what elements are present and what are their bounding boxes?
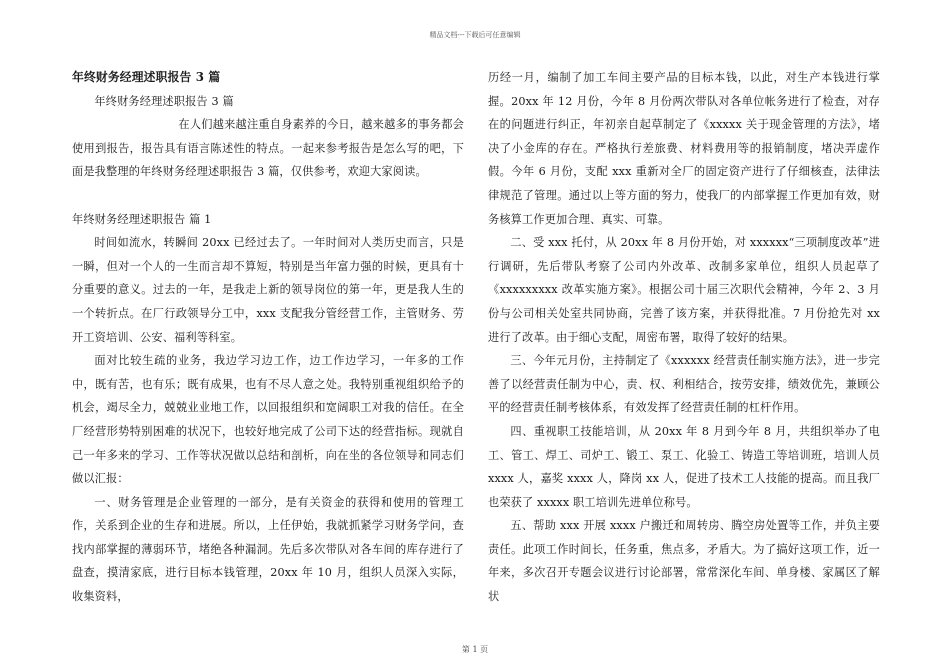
paragraph-5: 三、今年元月份，主持制定了《xxxxxx 经营责任制实施方法》，进一步完善了以经营责任制为中心，责、权、利相结合，按劳安排，绩效优先，兼顾公平的经营责任制考核体系，有效发挥了经营责任制的杠杆作用。 (488, 354, 880, 415)
paragraph-1: 时间如流水，转瞬间 20xx 已经过去了。一年时间对人类历史而言，只是一瞬，但对一个人的一生而言却不算短，特别是当年富力强的时候，更具有十分重要的意义。过去的一年，是我走上新的领导岗位的第一年，更是我人生的一个转折点。在厂行政领导分工中，xxx 支配我分管经营工作，主管财务、劳开工资培训、公安、福利等科室。 (72, 236, 464, 344)
paragraph-4: 二、受 xxx 托付，从 20xx 年 8 月份开始，对 xxxxxx“三项制度改革”进行调研，先后带队考察了公司内外改革、改制多家单位，组织人员起草了《xxxxxxxxx 改革实施方案》。根据公司十届三次职代会精神，今年 2、3 月份与公司相关处室共同协商，完善了该方案，并获得批准。7 月份抢先对 xx 进行了改革。由于细心支配，周密布署，取得了较好的结果。 (488, 236, 880, 344)
right-column (488, 66, 880, 609)
paragraph-6: 四、重视职工技能培训，从 20xx 年 8 月到今年 8 月，共组织举办了电工、管工、焊工、司炉工、锻工、泵工、化验工、铸造工等培训班，培训人员 xxxx 人，嘉奖 xxxx 人，降岗 xx 人，促进了技术工人技能的提高。而且我厂也荣获了 xxxxx 职工培训先进单位称号。 (488, 424, 880, 509)
paragraph-2: 面对比较生疏的业务，我边学习边工作，边工作边学习，一年多的工作中，既有苦，也有乐；既有成果，也有不尽人意之处。我特别重视组织给予的机会，竭尽全力，兢兢业业地工作，以回报组织和宽阔职工对我的信任。在全厂经营形势特别困难的状况下，也较好地完成了公司下达的经营指标。现就自己一年多来的学习、工作等状况做以总结和剖析，向在坐的各位领导和同志们做以汇报： (72, 354, 464, 486)
left-column (72, 66, 464, 609)
intro-paragraph: 在人们越来越注重自身素养的今日，越来越多的事务都会使用到报告，报告具有语言陈述性的特点。一起来参考报告是怎么写的吧，下面是我整理的年终财务经理述职报告 3 篇，仅供参考，欢迎大家阅读。 (72, 118, 464, 179)
document-subtitle: 年终财务经理述职报告 3 篇 (94, 94, 234, 108)
blank-line (72, 184, 464, 208)
page-number: 第 1 页 (461, 645, 489, 654)
document-header-note: 精品文档---下载后可任意编辑 (429, 31, 521, 39)
document-title: 年终财务经理述职报告 3 篇 (72, 70, 221, 84)
paragraph-7: 五、帮助 xxx 开展 xxxx 户搬迁和周转房、腾空房处置等工作，并负主要责任。此项工作时间长，任务重，焦点多，矛盾大。为了搞好这项工作，近一年来，多次召开专题会议进行讨论部署，常常深化车间、单身楼、家属区了解状 (488, 519, 880, 604)
section-heading: 年终财务经理述职报告 篇 1 (72, 212, 212, 226)
paragraph-3: 一、财务管理是企业管理的一部分，是有关资金的获得和使用的管理工作，关系到企业的生存和进展。所以，上任伊始，我就抓紧学习财务学问，查找内部掌握的薄弱环节，堵绝各种漏洞。先后多次带队对各车间的库存进行了盘查，摸清家底，进行目标本钱管理，20xx 年 10 月，组织人员深入实际，收集资料， (72, 495, 464, 604)
paragraph-3-continued: 历经一月，编制了加工车间主要产品的目标本钱，以此，对生产本钱进行掌握。20xx 年 12 月份，今年 8 月份两次带队对各单位帐务进行了检查，对存在的问题进行纠正，年初亲自起草制定了《xxxxx 关于现金管理的方法》，堵决了小金库的存在。严格执行差旅费、材料费用等的报销制度，堵决弄虚作假。今年 6 月份，支配 xxx 重新对全厂的固定资产进行了仔细核查，法律法律规范了管理。通过以上等方面的努力，使我厂的内部掌握工作更加有效，财务核算工作更加合理、真实、可靠。 (488, 71, 880, 226)
